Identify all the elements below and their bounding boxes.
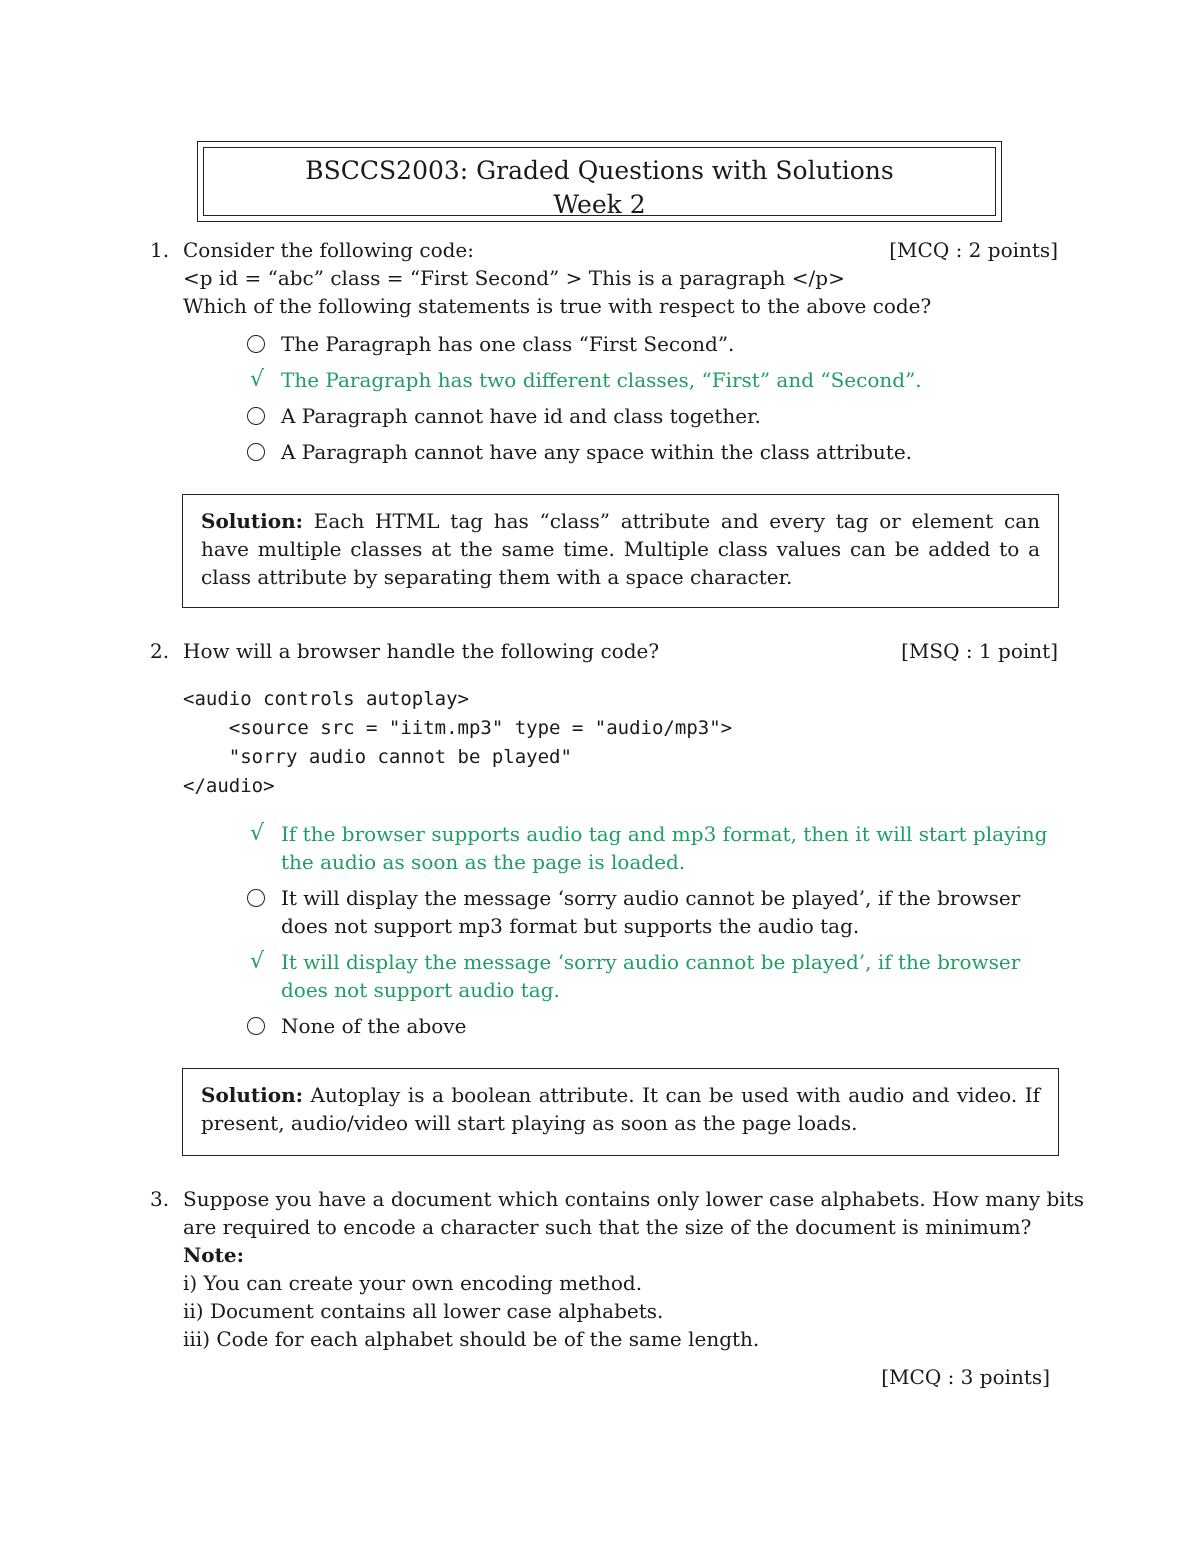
q2-option-4-text: None of the above (281, 1014, 467, 1038)
q3-note-3: iii) Code for each alphabet should be of the same length. (183, 1327, 760, 1351)
circle-icon[interactable] (247, 335, 265, 353)
q2-prompt: How will a browser handle the following code? (183, 639, 660, 663)
q2-option-2[interactable] (245, 884, 1060, 940)
q1-prompt: Consider the following code: (183, 238, 475, 262)
q1-code-line: <p id = “abc” class = “First Second” > This is a paragraph </p> (183, 266, 845, 290)
q1-option-3-text: A Paragraph cannot have id and class together. (281, 404, 761, 428)
q2-number: 2. (150, 639, 170, 663)
q2-code-line-1: <audio controls autoplay> (183, 688, 469, 710)
title-inner (203, 147, 996, 219)
q2-solution-text: Autoplay is a boolean attribute. It can be used with audio and video. If present, audio/video will start playing as soon as the page loads. (201, 1083, 1041, 1135)
q3-note-2: ii) Document contains all lower case alphabets. (183, 1299, 664, 1323)
q2-option-3[interactable] (245, 948, 1060, 1004)
q1-option-4-text: A Paragraph cannot have any space within the class attribute. (281, 440, 913, 464)
q2-option-4[interactable] (245, 1012, 1060, 1040)
circle-icon[interactable] (247, 443, 265, 461)
q2-code-line-2: <source src = "iitm.mp3" type = "audio/mp3"> (183, 717, 733, 739)
q2-option-1[interactable] (245, 820, 1060, 876)
q1-option-3[interactable] (245, 402, 1060, 430)
q1-option-2-text: The Paragraph has two different classes, “First” and “Second”. (281, 368, 922, 392)
q1-option-1-text: The Paragraph has one class “First Second”. (281, 332, 735, 356)
circle-icon[interactable] (247, 889, 265, 907)
q2-code-line-4: </audio> (183, 775, 275, 797)
q3-note-1: i) You can create your own encoding method. (183, 1271, 643, 1295)
q3-number: 3. (150, 1187, 170, 1211)
q1-option-4[interactable] (245, 438, 1060, 466)
q2-solution-box (182, 1068, 1059, 1156)
circle-icon[interactable] (247, 1017, 265, 1035)
q2-option-1-text: If the browser supports audio tag and mp3 format, then it will start playing the audio as soon as the page is loaded. (281, 822, 1048, 874)
q1-option-2[interactable] (245, 366, 1060, 394)
q1-question: Which of the following statements is true with respect to the above code? (183, 294, 932, 318)
q1-number: 1. (150, 238, 170, 262)
checkmark-icon: √ (250, 367, 265, 392)
q1-solution-box (182, 494, 1059, 608)
q2-solution-label: Solution: (201, 1083, 304, 1107)
page-subtitle: Week 2 (553, 190, 646, 219)
q2-code-line-3: "sorry audio cannot be played" (183, 746, 572, 768)
page-title: BSCCS2003: Graded Questions with Solutions (305, 156, 894, 185)
q1-solution-label: Solution: (201, 509, 304, 533)
q1-points: [MCQ : 2 points] (889, 238, 1058, 262)
title-box (197, 141, 1002, 222)
q3-note-label: Note: (183, 1243, 244, 1267)
q3-points: [MCQ : 3 points] (881, 1365, 1050, 1389)
q1-option-1[interactable] (245, 330, 1060, 358)
q2-option-3-text: It will display the message ‘sorry audio cannot be played’, if the browser does not support audio tag. (281, 950, 1021, 1002)
q3-line-1: Suppose you have a document which contains only lower case alphabets. How many bits (183, 1187, 1084, 1211)
checkmark-icon: √ (250, 821, 265, 846)
q2-points: [MSQ : 1 point] (901, 639, 1058, 663)
checkmark-icon: √ (250, 949, 265, 974)
q3-line-2: are required to encode a character such that the size of the document is minimum? (183, 1215, 1032, 1239)
q2-option-2-text: It will display the message ‘sorry audio cannot be played’, if the browser does not support mp3 format but supports the audio tag. (281, 886, 1021, 938)
circle-icon[interactable] (247, 407, 265, 425)
q1-solution-text: Each HTML tag has “class” attribute and every tag or element can have multiple classes at the same time. Multiple class values can be added to a class attribute by separating them with a space character. (201, 509, 1041, 589)
